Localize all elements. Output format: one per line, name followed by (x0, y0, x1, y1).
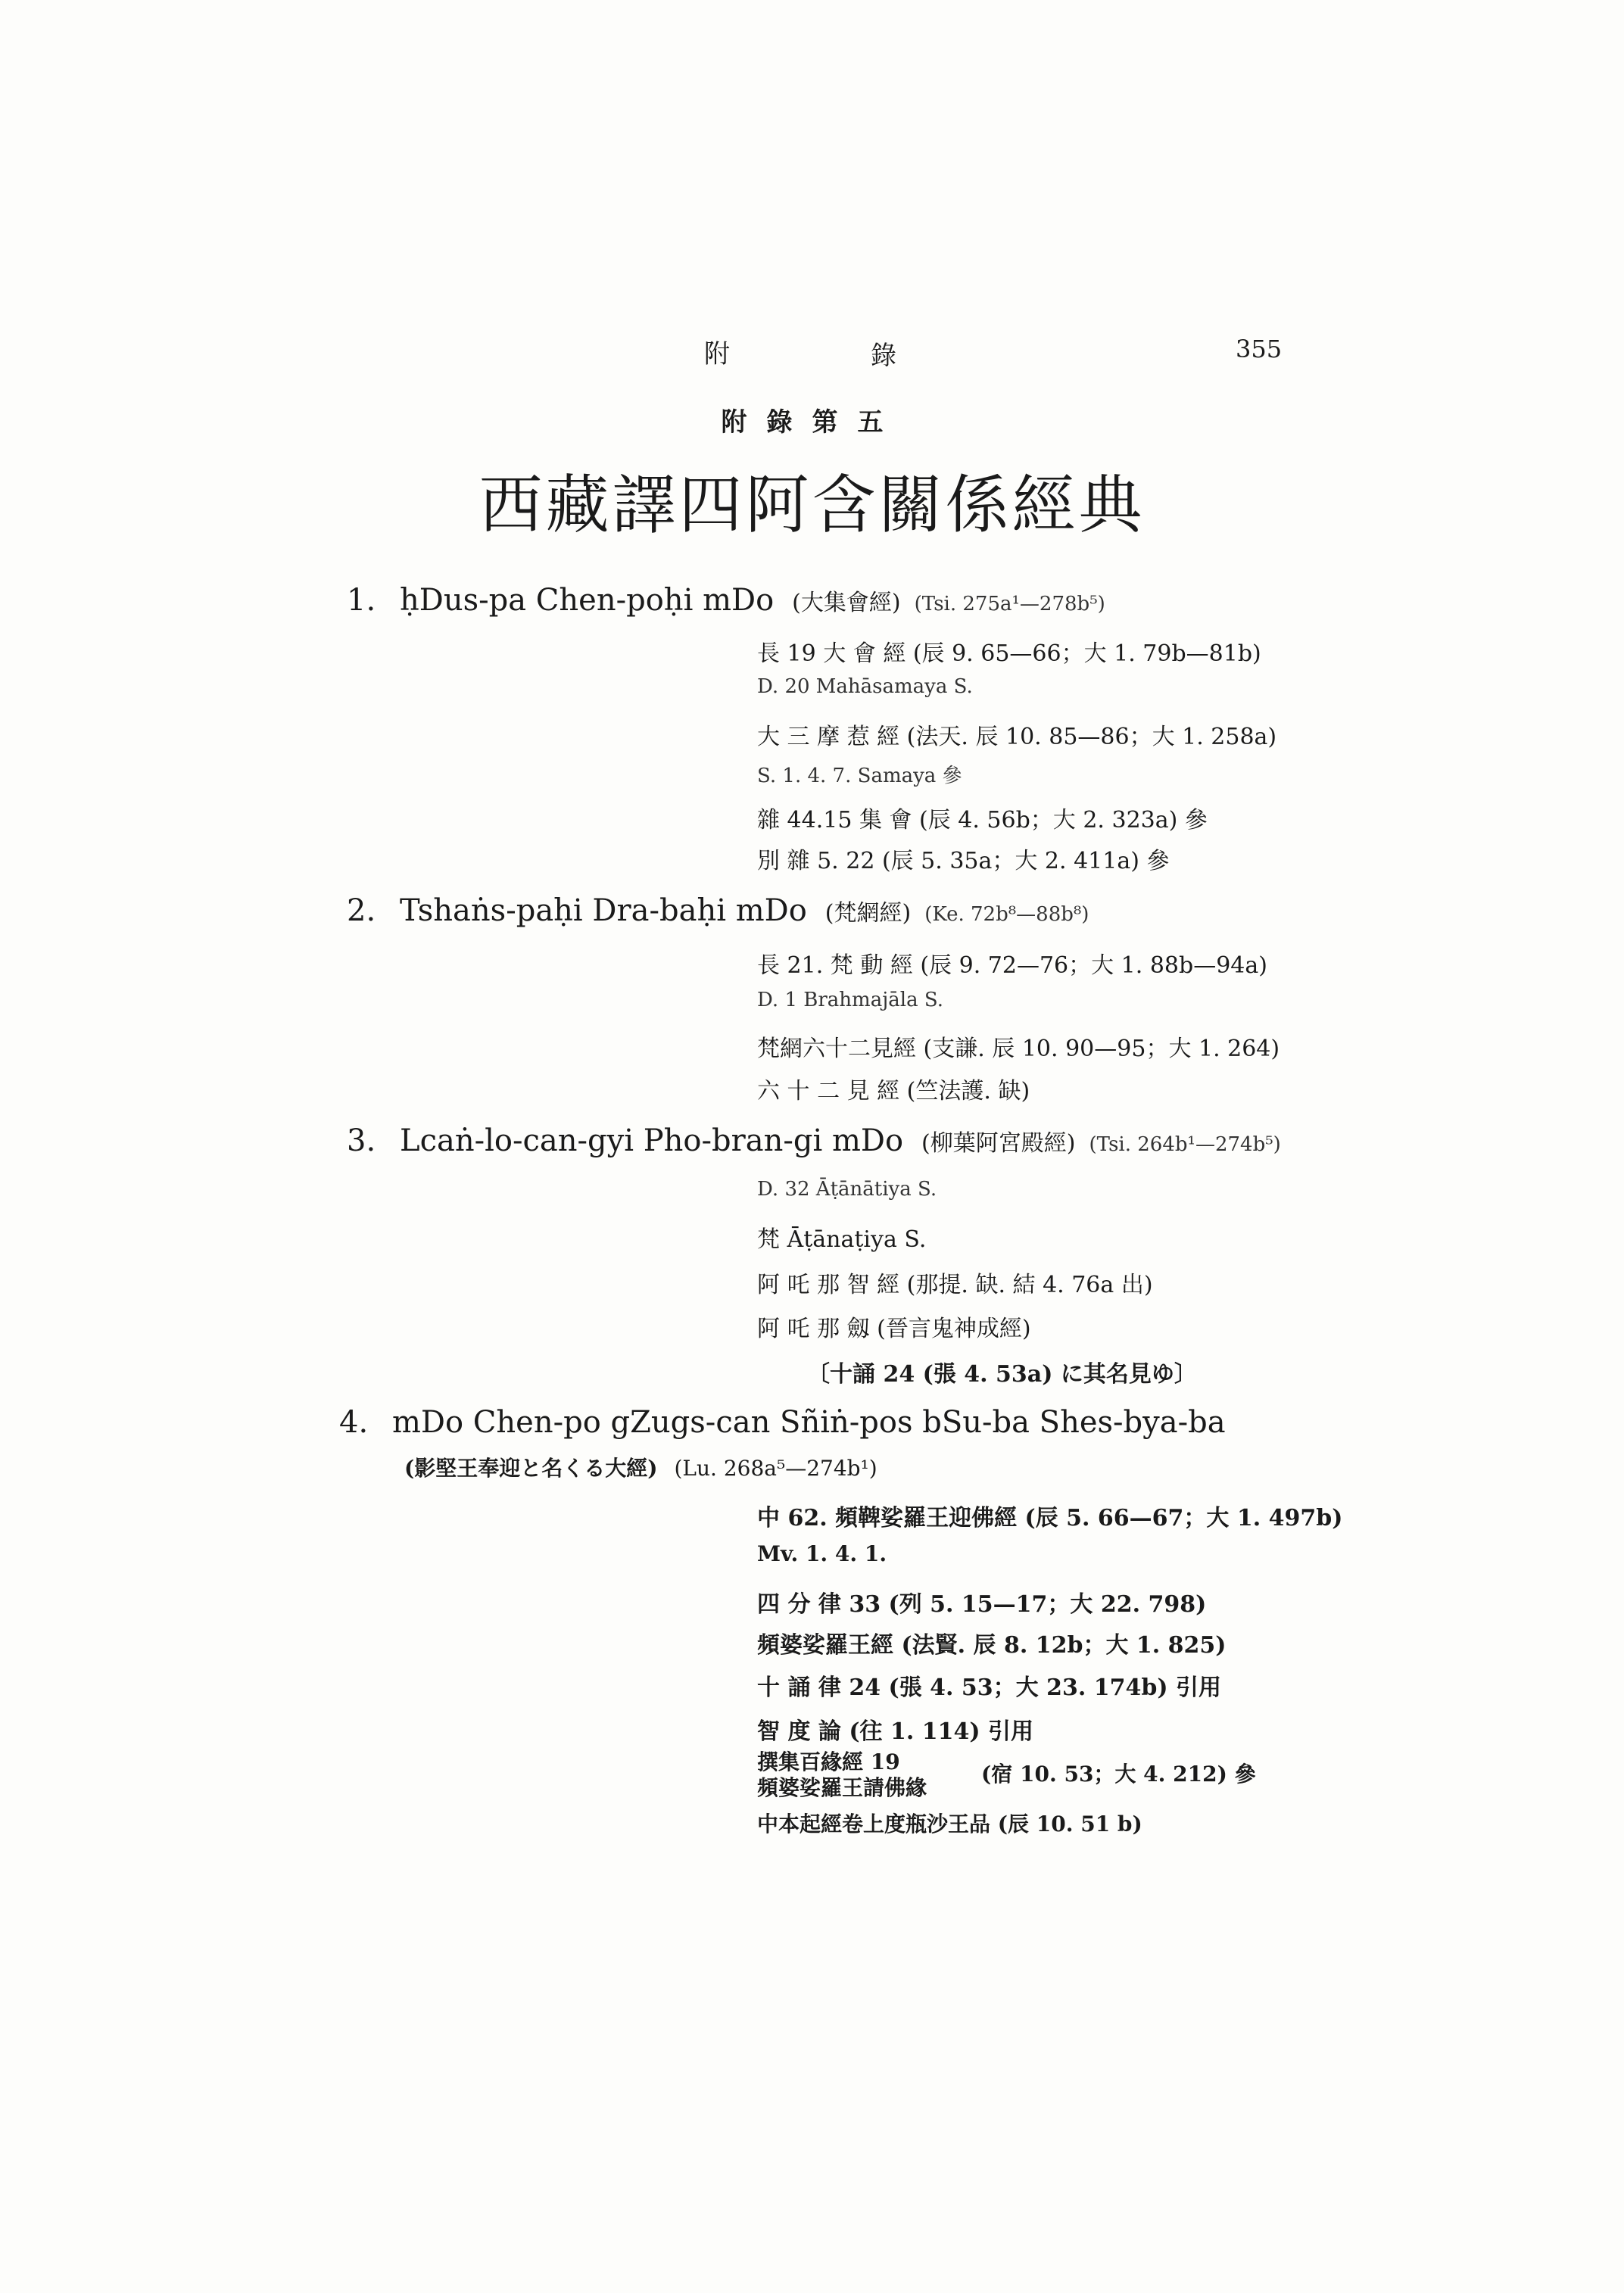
entry-chinese-title: (柳葉阿宮殿經) (921, 1130, 1076, 1157)
entry-number: 1. (347, 583, 376, 618)
entry-4-line-1: 中 62. 頻鞞娑羅王迎佛經 (辰 5. 66—67；大 1. 497b) (757, 1505, 1343, 1531)
entry-2-line-1: 長 21. 梵 動 經 (辰 9. 72—76；大 1. 88b—94a) (757, 952, 1267, 979)
section-label: 附錄第五 (721, 407, 903, 438)
entry-reference: (Lu. 268a⁵—274b¹) (674, 1456, 877, 1481)
entry-chinese-title: (大集會經) (792, 590, 901, 616)
entry-1-line-4: S. 1. 4. 7. Samaya 參 (757, 765, 962, 787)
entry-4-subtitle (404, 1452, 877, 1482)
entry-1-line-5: 雜 44.15 集 會 (辰 4. 56b；大 2. 323a) 參 (757, 807, 1208, 833)
entry-3-line-5: 〔十誦 24 (張 4. 53a) に其名見ゆ〕 (807, 1361, 1197, 1388)
entry-4-line-7c: (宿 10. 53；大 4. 212) 參 (981, 1762, 1256, 1787)
entry-4-line-7b: 頻婆娑羅王請佛緣 (757, 1775, 927, 1800)
entry-4-line-3: 四 分 律 33 (列 5. 15—17；大 22. 798) (757, 1591, 1207, 1618)
entry-chinese-title: (影堅王奉迎と名くる大經) (404, 1456, 658, 1481)
entry-4-line-2: Mv. 1. 4. 1. (757, 1541, 887, 1566)
entry-4-heading (339, 1405, 1226, 1440)
entry-tibetan-title: mDo Chen-po gZugs-can Sñiṅ-pos bSu-ba Shes-bya-ba (392, 1405, 1226, 1440)
entry-3-line-3: 阿 吒 那 智 經 (那提. 缺. 結 4. 76a 出) (757, 1272, 1153, 1298)
header-left: 附 (704, 339, 730, 369)
header-center: 錄 (871, 341, 896, 371)
entry-2-heading (347, 893, 1089, 928)
entry-tibetan-title: Tshaṅs-paḥi Dra-baḥi mDo (400, 893, 807, 928)
entry-number: 2. (347, 893, 376, 928)
entry-tibetan-title: Lcaṅ-lo-can-gyi Pho-bran-gi mDo (400, 1123, 904, 1158)
entry-4-line-6: 智 度 論 (往 1. 114) 引用 (757, 1718, 1033, 1745)
entry-3-line-4: 阿 吒 那 劔 (晉言鬼神成經) (757, 1316, 1031, 1342)
entry-2-line-3: 梵網六十二見經 (支謙. 辰 10. 90—95；大 1. 264) (757, 1036, 1280, 1062)
entry-1-line-6: 別 雜 5. 22 (辰 5. 35a；大 2. 411a) 參 (757, 848, 1170, 874)
entry-4-line-8: 中本起經卷上度瓶沙王品 (辰 10. 51 b) (757, 1812, 1142, 1837)
entry-4-line-4: 頻婆娑羅王經 (法賢. 辰 8. 12b；大 1. 825) (757, 1632, 1227, 1659)
page-title: 西藏譯四阿含關係經典 (478, 468, 1146, 542)
entry-2-line-4: 六 十 二 見 經 (竺法護. 缺) (757, 1078, 1030, 1104)
entry-2-line-2: D. 1 Brahmajāla S. (757, 989, 943, 1011)
entry-number: 4. (339, 1405, 369, 1440)
entry-3-line-2: 梵 Āṭānaṭiya S. (757, 1226, 927, 1253)
entry-1-line-1: 長 19 大 會 經 (辰 9. 65—66；大 1. 79b—81b) (757, 640, 1261, 667)
entry-reference: (Ke. 72b⁸—88b⁸) (924, 903, 1089, 926)
entry-number: 3. (347, 1123, 376, 1158)
entry-reference: (Tsi. 275a¹—278b⁵) (914, 593, 1105, 615)
entry-tibetan-title: ḥDus-pa Chen-poḥi mDo (400, 583, 775, 618)
entry-4-line-5: 十 誦 律 24 (張 4. 53；大 23. 174b) 引用 (757, 1675, 1221, 1701)
entry-3-line-1: D. 32 Āṭānātiya S. (757, 1178, 937, 1201)
entry-1-heading (347, 583, 1105, 618)
entry-reference: (Tsi. 264b¹—274b⁵) (1089, 1133, 1281, 1156)
page-number: 355 (1236, 335, 1283, 363)
entry-4-line-7a: 撰集百緣經 19 (757, 1749, 900, 1774)
entry-1-line-2: D. 20 Mahāsamaya S. (757, 675, 973, 698)
entry-1-line-3: 大 三 摩 惹 經 (法天. 辰 10. 85—86；大 1. 258a) (757, 724, 1277, 750)
entry-chinese-title: (梵網經) (824, 900, 912, 927)
entry-3-heading (347, 1123, 1281, 1158)
